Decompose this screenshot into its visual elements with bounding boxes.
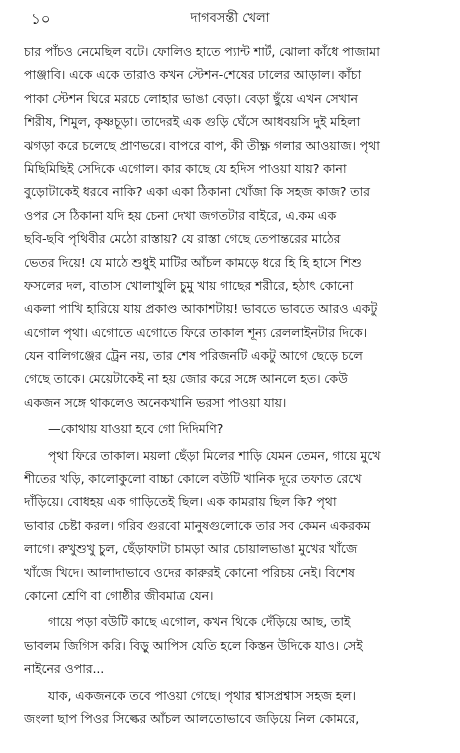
text-line: লাগে। রুখুশুখু চুল, ছেঁড়াফাটা চামড়া আর চোয়ালভাঙা মুখের খাঁজে [24, 541, 358, 557]
text-line: ঝগড়া করে চলেছে প্রাণভরে। বাপরে বাপ, কী তীক্ষ্ণ গলার আওয়াজ। পৃথা [24, 137, 380, 153]
text-line: দাঁড়িয়ে। বোধহয় এক গাড়িতেই ছিল। এক কামরায় ছিল কি? পৃথা [24, 494, 337, 510]
running-title: দাগবসন্তী খেলা [190, 11, 270, 26]
text-line: যেন বালিগঞ্জের ট্রেন নয়, তার শেষ পরিজনটি একটু আগে ছেড়ে চলে [24, 348, 363, 364]
page-header [0, 8, 460, 30]
text-line: ভেতর দিয়ে! যে মাঠে শুধুই মাটির আঁচল কামড়ে ধরে হি হি হাসে শিশু [24, 254, 362, 270]
paragraph-start-line: গায়ে পড়া বউটি কাছে এগোল, কখন থিকে দেঁড়িয়ে আছ, তাই [48, 614, 351, 630]
page-number: ১০ [31, 10, 51, 28]
text-line: ছবি-ছবি পৃথিবীর মেঠো রাস্তায়? যে রাস্তা গেছে তেপান্তরের মাঠের [24, 231, 341, 247]
text-line: জংলা ছাপ পিওর সিল্কের আঁচল আলতোভাবে জড়িয়ে নিল কোমরে, [24, 710, 360, 726]
text-line: কোনো শ্রেণি বা গোষ্ঠীর জীবমাত্র যেন। [24, 587, 214, 603]
text-line: শিরীষ, শিমুল, কৃষ্ণচূড়া। তাদেরই এক গুড়ি ঘেঁসে আধবয়সি দুই মহিলা [24, 114, 361, 130]
text-line: ওপর সে ঠিকানা যদি হয় চেনা দেখা জগতটার বাইরে, এ.কম এক [24, 207, 337, 223]
text-line: একলা পাখি হারিয়ে যায় প্রকাণ্ড আকাশটায়! ভাবতে ভাবতে আরও একটু [24, 301, 378, 317]
text-line: পাকা স্টেশন ঘিরে মরচে লোহার ভাঙা বেড়া। বেড়া ছুঁয়ে এখন সেখান [24, 90, 358, 106]
text-line: বুড়োটাকেই ধরবে নাকি? একা একা ঠিকানা খোঁজা কি সহজ কাজ? তার [24, 184, 370, 200]
text-line: ভাবলম জিগিস করি। বিড়ু আপিস যেতি হলে কিস্তন উদিকে যাও। সেই [24, 637, 363, 653]
text-line: ভাবার চেষ্টা করল। গরিব গুরবো মানুষগুলোকে তার সব কেমন একরকম [24, 517, 371, 533]
dialogue-line: —কোথায় যাওয়া হবে গো দিদিমণি? [48, 421, 224, 437]
text-line: চার পাঁচও নেমেছিল বটে। ফোলিও হাতে প্যান্ট শার্ট, ঝোলা কাঁধে পাজামা [24, 44, 380, 59]
text-line: নাইনের ওপার... [24, 661, 105, 677]
text-line: এগোল পৃথা। এগোতে এগোতে ফিরে তাকাল শূন্য রেললাইনটার দিকে। [24, 324, 368, 340]
text-line: গেছে তাকে। মেয়েটাকেই না হয় জোর করে সঙ্গে আনলে হত। কেউ [24, 371, 348, 387]
text-line: মিছিমিছিই সেদিকে এগোল। কার কাছে যে হদিস পাওয়া যায়? কানা [24, 160, 347, 176]
paragraph-start-line: যাক, একজনকে তবে পাওয়া গেছে। পৃথার শ্বাসপ্রশ্বাস সহজ হল। [48, 687, 356, 703]
page-body [24, 40, 448, 730]
text-line: একজন সঙ্গে থাকলেও অনেকখানি ভরসা পাওয়া যায়। [24, 394, 287, 410]
paragraph-start-line: পৃথা ফিরে তাকাল। ময়লা ছেঁড়া মিলের শাড়ি যেমন তেমন, গায়ে মুখে [48, 447, 381, 463]
text-line: ফসলের দল, বাতাস খোলাখুলি চুমু খায় গাছের শরীরে, হঠাৎ কোনো [24, 277, 354, 293]
text-line: খাঁজে খিদে। আলাদাভাবে ওদের কারুরই কোনো পরিচয় নেই। বিশেষ [24, 564, 355, 580]
text-line: শীতের খড়ি, কালোকুলো বাচ্চা কোলে বউটি খানিক দূরে তফাত রেখে [24, 471, 362, 487]
text-line: পাঞ্জাবি। একে একে তারাও কখন স্টেশন-শেষের ঢালের আড়াল। কাঁচা [24, 67, 361, 83]
